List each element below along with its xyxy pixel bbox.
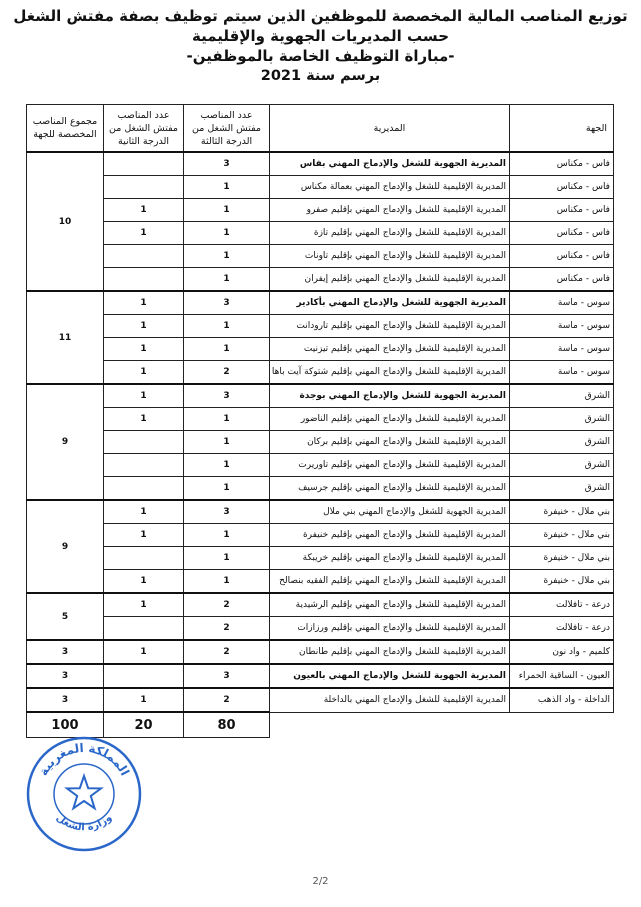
totals-third: 80 — [184, 712, 270, 738]
directorate-cell: المديرية الإقليمية للشغل والإدماج المهني بعمالة مكناس — [270, 176, 510, 199]
header-third-grade: عدد المناصب مفتش الشغل من الدرجة الثالثة — [184, 105, 270, 153]
allocation-table — [26, 104, 614, 738]
region-cell: سوس - ماسة — [510, 315, 614, 338]
third-grade-cell: 1 — [184, 245, 270, 268]
table-row — [27, 688, 614, 712]
directorate-cell: المديرية الإقليمية للشغل والإدماج المهني بإقليم صفرو — [270, 199, 510, 222]
directorate-cell: المديرية الإقليمية للشغل والإدماج المهني بإقليم الناضور — [270, 408, 510, 431]
third-grade-cell: 3 — [184, 291, 270, 315]
region-cell: بني ملال - خنيفرة — [510, 570, 614, 594]
region-total-cell: 11 — [27, 291, 104, 384]
title-line-year: برسم سنة 2021 — [260, 68, 381, 84]
second-grade-cell — [104, 664, 184, 688]
table-row — [27, 617, 614, 641]
table-row — [27, 500, 614, 524]
region-cell: فاس - مكناس — [510, 268, 614, 292]
third-grade-cell: 3 — [184, 384, 270, 408]
second-grade-cell: 1 — [104, 384, 184, 408]
directorate-cell: المديرية الإقليمية للشغل والإدماج المهني بإقليم الرشيدية — [270, 593, 510, 617]
region-cell: الشرق — [510, 454, 614, 477]
table-row — [27, 664, 614, 688]
region-cell: الداخلة - واد الذهب — [510, 688, 614, 712]
third-grade-cell: 1 — [184, 199, 270, 222]
table-row — [27, 315, 614, 338]
region-total-cell: 9 — [27, 384, 104, 500]
directorate-cell: المديرية الإقليمية للشغل والإدماج المهني بإقليم إيفران — [270, 268, 510, 292]
table-row — [27, 176, 614, 199]
region-cell: العيون - الساقية الحمراء — [510, 664, 614, 688]
directorate-cell: المديرية الإقليمية للشغل والإدماج المهني بإقليم طانطان — [270, 640, 510, 664]
table-header-row — [27, 105, 614, 153]
second-grade-cell: 1 — [104, 361, 184, 385]
third-grade-cell: 1 — [184, 315, 270, 338]
third-grade-cell: 2 — [184, 617, 270, 641]
table-row — [27, 384, 614, 408]
directorate-cell: المديرية الإقليمية للشغل والإدماج المهني بإقليم بركان — [270, 431, 510, 454]
totals-second: 20 — [104, 712, 184, 738]
table-row — [27, 547, 614, 570]
third-grade-cell: 3 — [184, 500, 270, 524]
second-grade-cell: 1 — [104, 500, 184, 524]
third-grade-cell: 1 — [184, 176, 270, 199]
directorate-cell: المديرية الإقليمية للشغل والإدماج المهني بإقليم شتوكة آيت باها — [270, 361, 510, 385]
directorate-cell: المديرية الجهوية للشغل والإدماج المهني بوجدة — [270, 384, 510, 408]
second-grade-cell — [104, 431, 184, 454]
header-directorate: المديرية — [270, 105, 510, 153]
title-line-2: حسب المديريات الجهوية والإقليمية — [191, 27, 449, 45]
header-region: الجهة — [510, 105, 614, 153]
third-grade-cell: 3 — [184, 664, 270, 688]
third-grade-cell: 1 — [184, 570, 270, 594]
directorate-cell: المديرية الإقليمية للشغل والإدماج المهني بإقليم تيزنيت — [270, 338, 510, 361]
directorate-cell: المديرية الجهوية للشغل والإدماج المهني بني ملال — [270, 500, 510, 524]
region-cell: فاس - مكناس — [510, 199, 614, 222]
third-grade-cell: 2 — [184, 361, 270, 385]
region-cell: بني ملال - خنيفرة — [510, 500, 614, 524]
directorate-cell: المديرية الإقليمية للشغل والإدماج المهني بالداخلة — [270, 688, 510, 712]
region-cell: بني ملال - خنيفرة — [510, 524, 614, 547]
second-grade-cell: 1 — [104, 640, 184, 664]
region-cell: درعة - تافلالت — [510, 617, 614, 641]
title-line-3: -مباراة التوظيف الخاصة بالموظفين- — [186, 47, 455, 65]
table-row — [27, 408, 614, 431]
second-grade-cell: 1 — [104, 593, 184, 617]
second-grade-cell: 1 — [104, 524, 184, 547]
second-grade-cell — [104, 176, 184, 199]
table-row — [27, 199, 614, 222]
second-grade-cell — [104, 152, 184, 176]
directorate-cell: المديرية الجهوية للشغل والإدماج المهني بفاس — [270, 152, 510, 176]
second-grade-cell — [104, 547, 184, 570]
third-grade-cell: 1 — [184, 222, 270, 245]
region-total-cell: 10 — [27, 152, 104, 291]
second-grade-cell: 1 — [104, 408, 184, 431]
title-line-1: توزيع المناصب المالية المخصصة للموظفين الذين سيتم توظيف بصفة مفتش الشغل — [13, 7, 628, 25]
region-cell: الشرق — [510, 384, 614, 408]
region-cell: كلميم - واد نون — [510, 640, 614, 664]
region-cell: الشرق — [510, 431, 614, 454]
second-grade-cell: 1 — [104, 570, 184, 594]
second-grade-cell — [104, 245, 184, 268]
header-second-grade: عدد المناصب مفتش الشغل من الدرجة الثانية — [104, 105, 184, 153]
directorate-cell: المديرية الإقليمية للشغل والإدماج المهني بإقليم جرسيف — [270, 477, 510, 501]
table-row — [27, 291, 614, 315]
totals-blank-region — [510, 712, 614, 738]
directorate-cell: المديرية الإقليمية للشغل والإدماج المهني بإقليم خنيفرة — [270, 524, 510, 547]
third-grade-cell: 3 — [184, 152, 270, 176]
third-grade-cell: 2 — [184, 640, 270, 664]
third-grade-cell: 1 — [184, 454, 270, 477]
third-grade-cell: 1 — [184, 524, 270, 547]
table-row — [27, 524, 614, 547]
region-cell: فاس - مكناس — [510, 245, 614, 268]
region-total-cell: 3 — [27, 688, 104, 712]
second-grade-cell — [104, 477, 184, 501]
second-grade-cell: 1 — [104, 222, 184, 245]
seal-text-bottom: وزارة الشغل — [53, 812, 115, 834]
region-cell: درعة - تافلالت — [510, 593, 614, 617]
second-grade-cell — [104, 617, 184, 641]
title-block — [0, 6, 641, 86]
table-body — [27, 152, 614, 712]
directorate-cell: المديرية الجهوية للشغل والإدماج المهني بأكادير — [270, 291, 510, 315]
region-cell: سوس - ماسة — [510, 361, 614, 385]
region-cell: الشرق — [510, 477, 614, 501]
table-row — [27, 640, 614, 664]
ministry-seal — [24, 734, 144, 854]
totals-grand: 100 — [27, 712, 104, 738]
table-row — [27, 593, 614, 617]
table-row — [27, 245, 614, 268]
third-grade-cell: 2 — [184, 593, 270, 617]
table-row — [27, 338, 614, 361]
directorate-cell: المديرية الإقليمية للشغل والإدماج المهني بإقليم تاونات — [270, 245, 510, 268]
second-grade-cell: 1 — [104, 291, 184, 315]
region-cell: الشرق — [510, 408, 614, 431]
second-grade-cell: 1 — [104, 315, 184, 338]
directorate-cell: المديرية الإقليمية للشغل والإدماج المهني بإقليم تاوريرت — [270, 454, 510, 477]
table-row — [27, 361, 614, 385]
directorate-cell: المديرية الإقليمية للشغل والإدماج المهني بإقليم خريبكة — [270, 547, 510, 570]
third-grade-cell: 1 — [184, 338, 270, 361]
third-grade-cell: 1 — [184, 431, 270, 454]
third-grade-cell: 1 — [184, 408, 270, 431]
second-grade-cell: 1 — [104, 338, 184, 361]
second-grade-cell — [104, 454, 184, 477]
directorate-cell: المديرية الإقليمية للشغل والإدماج المهني بإقليم الفقيه بنصالح — [270, 570, 510, 594]
region-cell: فاس - مكناس — [510, 176, 614, 199]
region-cell: فاس - مكناس — [510, 222, 614, 245]
second-grade-cell: 1 — [104, 688, 184, 712]
directorate-cell: المديرية الإقليمية للشغل والإدماج المهني بإقليم ورزازات — [270, 617, 510, 641]
region-cell: سوس - ماسة — [510, 291, 614, 315]
header-total: مجموع المناصب المخصصة للجهة — [27, 105, 104, 153]
region-cell: بني ملال - خنيفرة — [510, 547, 614, 570]
table-row — [27, 152, 614, 176]
region-total-cell: 3 — [27, 640, 104, 664]
second-grade-cell: 1 — [104, 199, 184, 222]
seal-text-top: المملكة المغربية — [36, 740, 133, 778]
table-row — [27, 268, 614, 292]
directorate-cell: المديرية الإقليمية للشغل والإدماج المهني بإقليم تارودانت — [270, 315, 510, 338]
table-row — [27, 222, 614, 245]
page-number: 2/2 — [312, 876, 329, 887]
star-icon — [67, 776, 101, 808]
table-row — [27, 477, 614, 501]
table-row — [27, 431, 614, 454]
region-cell: سوس - ماسة — [510, 338, 614, 361]
third-grade-cell: 1 — [184, 477, 270, 501]
third-grade-cell: 1 — [184, 268, 270, 292]
region-total-cell: 3 — [27, 664, 104, 688]
table-row — [27, 570, 614, 594]
region-total-cell: 9 — [27, 500, 104, 593]
second-grade-cell — [104, 268, 184, 292]
totals-blank-directorate — [270, 712, 510, 738]
third-grade-cell: 1 — [184, 547, 270, 570]
directorate-cell: المديرية الجهوية للشغل والإدماج المهني بالعيون — [270, 664, 510, 688]
region-cell: فاس - مكناس — [510, 152, 614, 176]
table-row — [27, 454, 614, 477]
third-grade-cell: 2 — [184, 688, 270, 712]
region-total-cell: 5 — [27, 593, 104, 640]
directorate-cell: المديرية الإقليمية للشغل والإدماج المهني بإقليم تازة — [270, 222, 510, 245]
